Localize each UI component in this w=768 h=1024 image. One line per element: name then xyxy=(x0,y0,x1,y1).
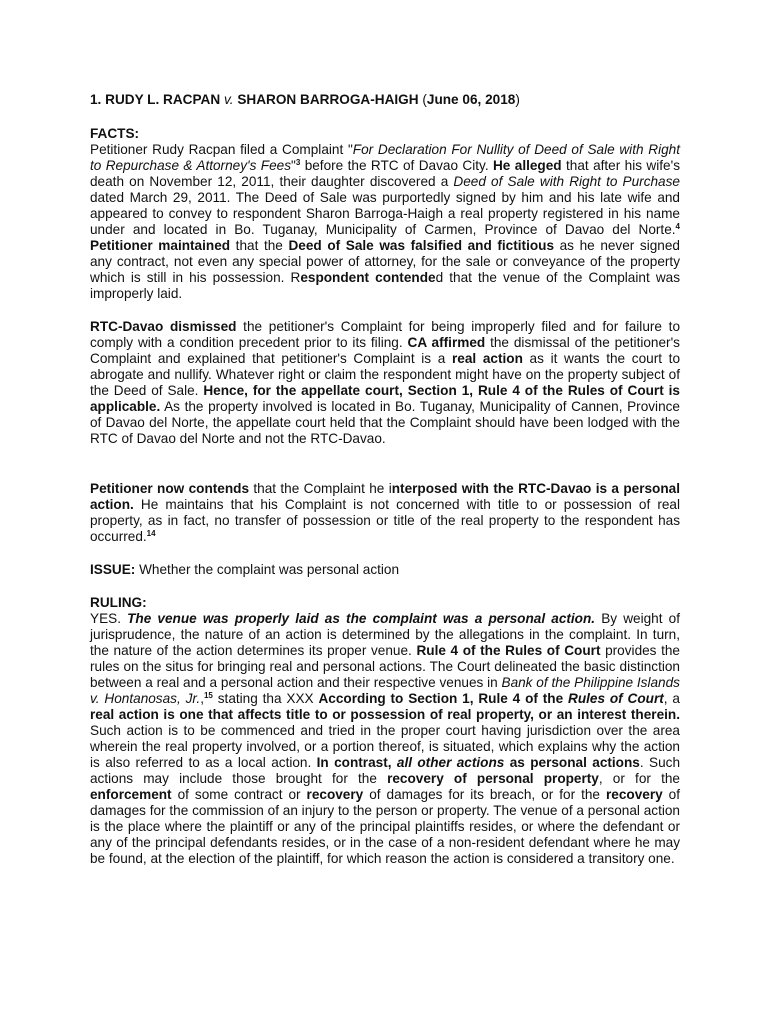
text-span: dated March 29, 2011. The Deed of Sale was purportedly signed by him and his late wife and appeared to convey to respondent Sharon Barroga-Haigh a real property registered in his name under and located in Bo. Tuganay, Municipality of Carmen, Province of Davao del Norte. xyxy=(90,190,680,237)
facts-paragraph-2 xyxy=(90,319,680,447)
bold-phrase: Petitioner maintained xyxy=(90,238,231,253)
footnote-ref: 14 xyxy=(146,529,156,538)
versus-text: v. xyxy=(223,92,234,107)
bold-phrase: nterposed with the RTC-Davao is a personal action. xyxy=(90,481,680,512)
spacer xyxy=(90,545,680,562)
ruling-heading: RULING: xyxy=(90,595,147,610)
bold-phrase: Hence, for the appellate court, Section 1, Rule 4 of the Rules of Court is applicable. xyxy=(90,383,680,414)
bold-phrase: recovery of personal property xyxy=(387,771,599,786)
text-span: as it wants the court to abrogate and nullify. Whatever right or claim the respondent might have on the property subject of the Deed of Sale. xyxy=(90,351,680,398)
text-span: of damages for its breach, or for the xyxy=(363,787,606,802)
text-span: " xyxy=(291,158,296,173)
text-span: Such action is to be commenced and tried in the proper court having jurisdiction over the area wherein the real property involved, or a portion thereof, is situated, which explains why the action is also referred to as a local action. xyxy=(90,723,680,770)
bold-italic-phrase: all other actions xyxy=(396,755,505,770)
text-span: As the property involved is located in Bo. Tuganay, Municipality of Cannen, Province of Davao del Norte, the appellate court held that the Complaint should have been lodged with the RTC of Davao del Norte and not the RTC-Davao. xyxy=(90,399,680,446)
petitioner-name: RUDY L. RACPAN xyxy=(105,92,221,107)
respondent-name: SHARON BARROGA-HAIGH xyxy=(237,92,419,107)
text-span: that the xyxy=(230,238,289,253)
facts-heading: FACTS: xyxy=(90,126,140,141)
bold-phrase: According to Section 1, Rule 4 of the xyxy=(318,691,568,706)
text-span: of damages for the commission of an injury to the person or property. The venue of a personal action is the place where the plaintiff or any of the principal plaintiffs resides, or where the defendant or any of the principal defendants resides, or in the case of a non-resident defendant where he may be found, at the election of the plaintiff, for which reason the action is considered a transitory one. xyxy=(90,787,680,866)
spacer xyxy=(90,447,680,481)
footnote-ref: 4 xyxy=(675,222,680,231)
facts-paragraph-3 xyxy=(90,481,680,545)
bold-italic-phrase: Rules of Court xyxy=(568,691,664,706)
bold-phrase: In contrast, xyxy=(316,755,397,770)
text-span: YES. xyxy=(90,611,128,626)
bold-phrase: real action is one that affects title to or possession of real property, or an interest therein. xyxy=(90,707,680,722)
facts-paragraph-1 xyxy=(90,142,680,302)
text-span: d that the venue of the Complaint was improperly laid. xyxy=(90,270,680,301)
bold-phrase: CA affirmed xyxy=(407,335,486,350)
bold-phrase: real action xyxy=(451,351,523,366)
bold-phrase: Petitioner now contends xyxy=(90,481,250,496)
bold-phrase: RTC-Davao dismissed xyxy=(90,319,237,334)
bold-phrase: recovery xyxy=(306,787,364,802)
deed-title: Deed of Sale with Right to Purchase xyxy=(453,174,680,189)
close-paren: ) xyxy=(515,92,520,107)
text-span: stating tha XXX xyxy=(212,691,319,706)
text-span: , a xyxy=(663,691,680,706)
case-citation: Bank of the Philippine Islands v. Hontanosas, Jr. xyxy=(90,675,680,706)
spacer xyxy=(90,302,680,319)
ruling-holding: The venue was properly laid as the complaint was a personal action. xyxy=(127,611,596,626)
text-span: , or for the xyxy=(598,771,680,786)
issue-line xyxy=(90,562,680,578)
text-span: of some contract or xyxy=(171,787,307,802)
text-span: Petitioner Rudy Racpan filed a Complaint " xyxy=(90,142,353,157)
case-number: 1. xyxy=(90,92,102,107)
text-span: provides the rules on the situs for bringing real and personal actions. The Court delineated the basic distinction between a real and a personal action and their respective venues in xyxy=(90,643,680,690)
text-span: By weight of jurisprudence, the nature of an action is determined by the allegations in the complaint. In turn, the nature of the action determines its proper venue. xyxy=(90,611,680,658)
decision-date: June 06, 2018 xyxy=(426,92,516,107)
bold-phrase: He alleged xyxy=(492,158,562,173)
bold-phrase: as personal actions xyxy=(504,755,640,770)
ruling-paragraph xyxy=(90,611,680,867)
text-span: , xyxy=(200,691,204,706)
text-span: He maintains that his Complaint is not concerned with title to or possession of real property, as in fact, no transfer of possession or title of the real property to the respondent has occurred. xyxy=(90,497,680,544)
text-span: as he never signed any contract, not even any special power of attorney, for the sale or conveyance of the property which is still in his possession. R xyxy=(90,238,680,285)
bold-phrase: enforcement xyxy=(90,787,172,802)
bold-phrase: recovery xyxy=(605,787,663,802)
document-body xyxy=(90,92,680,867)
text-span: the dismissal of the petitioner's Complaint and explained that petitioner's Complaint is a xyxy=(90,335,680,366)
text-span: the petitioner's Complaint for being improperly filed and for failure to comply with a condition precedent prior to its filing. xyxy=(90,319,681,350)
text-span: that after his wife's death on November 12, 2011, their daughter discovered a xyxy=(90,158,680,189)
footnote-ref: 3 xyxy=(295,158,301,167)
issue-label: ISSUE: xyxy=(90,562,136,577)
bold-phrase: espondent contende xyxy=(300,270,436,285)
issue-text: Whether the complaint was personal action xyxy=(135,562,400,577)
text-span: before the RTC of Davao City. xyxy=(300,158,493,173)
bold-phrase: Deed of Sale was falsified and fictitious xyxy=(288,238,555,253)
text-span: . Such actions may include those brought for the xyxy=(90,755,680,786)
spacer xyxy=(90,578,680,595)
case-title xyxy=(90,92,680,108)
footnote-ref: 15 xyxy=(203,691,213,700)
bold-phrase: Rule 4 of the Rules of Court xyxy=(416,643,601,658)
open-paren: ( xyxy=(422,92,427,107)
complaint-title: For Declaration For Nullity of Deed of Sale with Right to Repurchase & Attorney's Fees xyxy=(90,142,680,173)
text-span: that the Complaint he i xyxy=(249,481,392,496)
